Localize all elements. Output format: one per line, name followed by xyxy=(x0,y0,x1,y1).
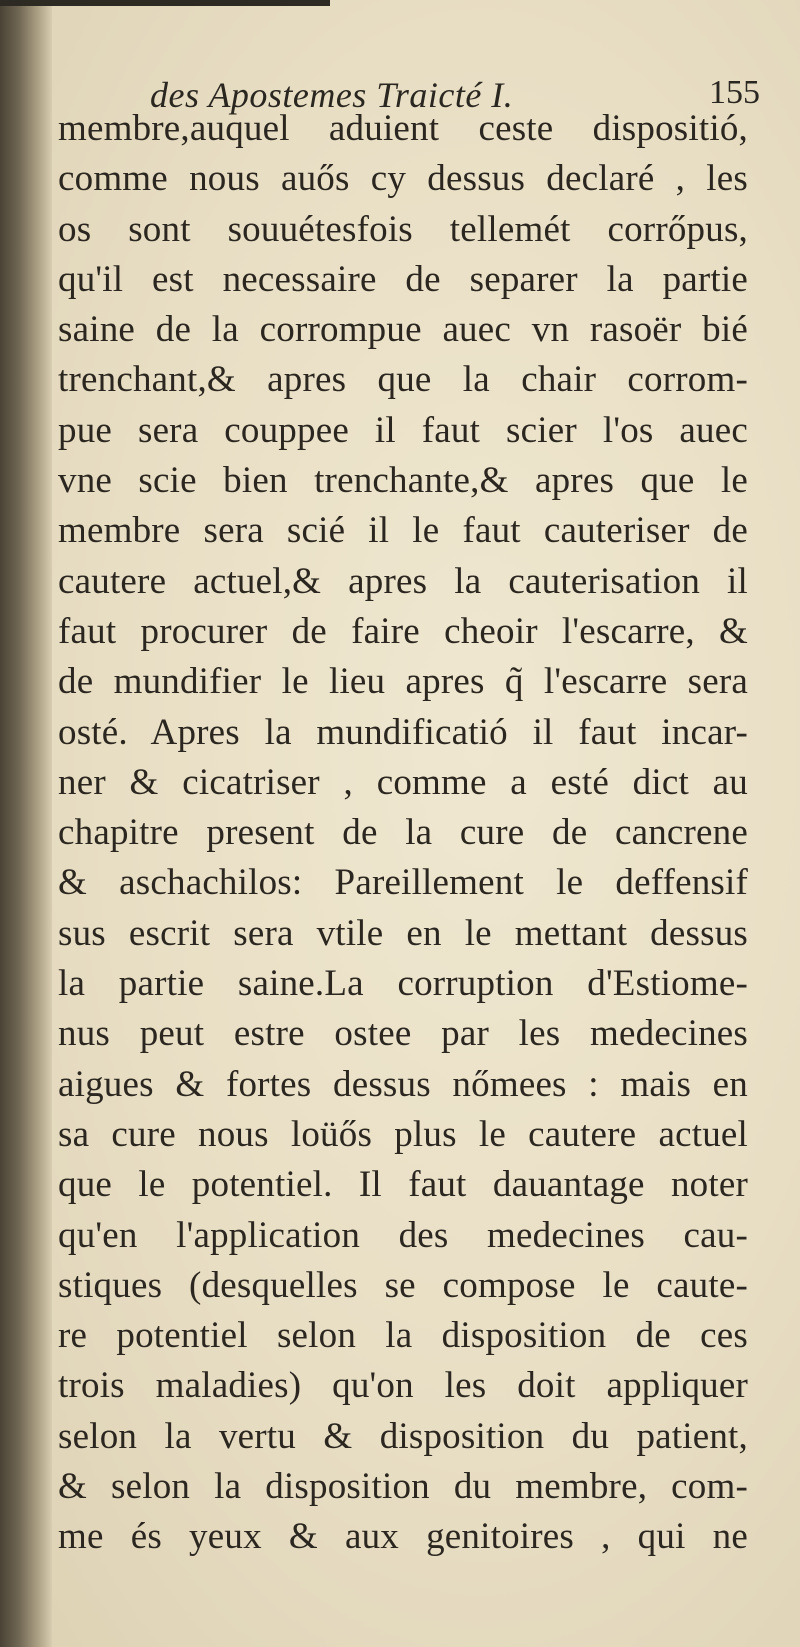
text-line: ner & cicatriser , comme a esté dict au xyxy=(58,761,748,803)
text-line: chapitre present de la cure de cancrene xyxy=(58,812,748,854)
text-line: qu'en l'application des medecines cau- xyxy=(58,1214,748,1256)
page-top-edge xyxy=(0,0,330,6)
text-line: comme nous auős cy dessus declaré , les xyxy=(58,158,748,200)
body-text xyxy=(58,104,748,1563)
text-line: la partie saine.La corruption d'Estiome- xyxy=(58,963,748,1005)
text-line: saine de la corrompue auec vn rasoër bié xyxy=(58,309,748,351)
text-line: & selon la disposition du membre, com- xyxy=(58,1466,748,1508)
text-line: & aschachilos: Pareillement le deffensif xyxy=(58,862,748,904)
page-number: 155 xyxy=(709,74,760,111)
text-line: membre,auquel aduient ceste dispositió, xyxy=(58,108,748,149)
text-line: stiques (desquelles se compose le caute- xyxy=(58,1264,748,1306)
text-line: membre sera scié il le faut cauteriser de xyxy=(58,510,748,552)
text-line: de mundifier le lieu apres q̃ l'escarre sera xyxy=(58,661,748,703)
text-line: me és yeux & aux genitoires , qui ne xyxy=(58,1516,748,1558)
text-line: cautere actuel,& apres la cauterisation il xyxy=(58,560,748,602)
text-line: pue sera couppee il faut scier l'os auec xyxy=(58,409,748,451)
text-line: vne scie bien trenchante,& apres que le xyxy=(58,460,748,502)
text-line: re potentiel selon la disposition de ces xyxy=(58,1315,748,1357)
text-line: trois maladies) qu'on les doit appliquer xyxy=(58,1365,748,1407)
text-line: trenchant,& apres que la chair corrom- xyxy=(58,359,748,401)
text-line: sus escrit sera vtile en le mettant dessus xyxy=(58,912,748,954)
text-line: que le potentiel. Il faut dauantage noter xyxy=(58,1164,748,1206)
text-line: nus peut estre ostee par les medecines xyxy=(58,1013,748,1055)
text-line: sa cure nous loüős plus le cautere actuel xyxy=(58,1113,748,1155)
text-line: selon la vertu & disposition du patient, xyxy=(58,1415,748,1457)
text-line: osté. Apres la mundificatió il faut incar- xyxy=(58,711,748,753)
page-binding-shadow xyxy=(0,0,52,1647)
text-line: faut procurer de faire cheoir l'escarre, & xyxy=(58,610,748,652)
text-line: qu'il est necessaire de separer la partie xyxy=(58,258,748,300)
text-line: os sont souuétesfois tellemét corrőpus, xyxy=(58,208,748,250)
running-title: des Apostemes Traicté I. xyxy=(150,75,514,115)
text-line: aigues & fortes dessus nőmees : mais en xyxy=(58,1063,748,1105)
